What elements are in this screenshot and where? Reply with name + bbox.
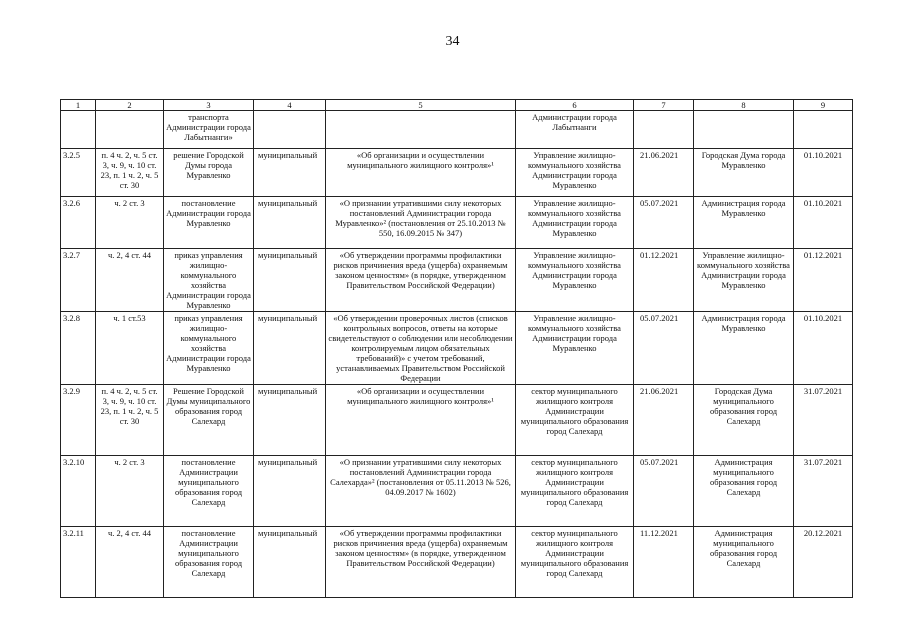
legal-basis-cell: п. 4 ч. 2, ч. 5 ст. 3, ч. 9, ч. 10 ст. 23, п. 1 ч. 2, ч. 5 ст. 30 (96, 149, 164, 197)
act-title-cell (326, 111, 516, 149)
header-cell: 9 (794, 100, 853, 111)
draft-date-cell: 21.06.2021 (634, 149, 694, 197)
item-number-cell: 3.2.8 (61, 312, 96, 385)
item-number-cell: 3.2.10 (61, 456, 96, 527)
adoption-date-cell: 31.07.2021 (794, 456, 853, 527)
draft-date-cell: 05.07.2021 (634, 197, 694, 249)
adopting-body-cell: Городская Дума города Муравленко (694, 149, 794, 197)
responsible-cell: Администрации города Лабытнанги (516, 111, 634, 149)
adopting-body-cell: Администрация муниципального образования город Салехард (694, 527, 794, 598)
responsible-cell: сектор муниципального жилищного контроля Администрации муниципального образования город Салехард (516, 456, 634, 527)
item-number-cell (61, 111, 96, 149)
act-type-cell: приказ управления жилищно-коммунального хозяйства Администрации города Муравленко (164, 312, 254, 385)
level-cell: муниципальный (254, 197, 326, 249)
item-number-cell: 3.2.11 (61, 527, 96, 598)
act-title-cell: «Об организации и осуществлении муниципального жилищного контроля»¹ (326, 385, 516, 456)
act-title-cell: «О признании утратившими силу некоторых постановлений Администрации города Салехарда»² (постановления от 05.11.2013 № 526, 04.09.2017 № 1602) (326, 456, 516, 527)
adopting-body-cell (694, 111, 794, 149)
act-type-cell: постановление Администрации муниципального образования город Салехард (164, 527, 254, 598)
adoption-date-cell: 01.12.2021 (794, 249, 853, 312)
level-cell: муниципальный (254, 312, 326, 385)
item-number-cell: 3.2.5 (61, 149, 96, 197)
act-type-cell: транспорта Администрации города Лабытнанги» (164, 111, 254, 149)
header-cell: 6 (516, 100, 634, 111)
header-cell: 5 (326, 100, 516, 111)
act-title-cell: «Об утверждении программы профилактики рисков причинения вреда (ущерба) охраняемым законом ценностям» (в порядке, утвержденном Правительством Российской Федерации) (326, 527, 516, 598)
level-cell: муниципальный (254, 456, 326, 527)
level-cell: муниципальный (254, 149, 326, 197)
draft-date-cell: 11.12.2021 (634, 527, 694, 598)
item-number-cell: 3.2.7 (61, 249, 96, 312)
table-row (61, 456, 853, 527)
table-row (61, 111, 853, 149)
table-row (61, 197, 853, 249)
legal-basis-cell: ч. 1 ст.53 (96, 312, 164, 385)
act-title-cell: «О признании утратившими силу некоторых постановлений Администрации города Муравленко»² (постановления от 25.10.2013 № 550, 16.09.2015 № 347) (326, 197, 516, 249)
adopting-body-cell: Администрация муниципального образования город Салехард (694, 456, 794, 527)
responsible-cell: Управление жилищно-коммунального хозяйства Администрации города Муравленко (516, 249, 634, 312)
item-number-cell: 3.2.9 (61, 385, 96, 456)
header-cell: 8 (694, 100, 794, 111)
responsible-cell: сектор муниципального жилищного контроля Администрации муниципального образования город Салехард (516, 385, 634, 456)
act-title-cell: «Об утверждении программы профилактики рисков причинения вреда (ущерба) охраняемым законом ценностям» (в порядке, утвержденном Правительством Российской Федерации) (326, 249, 516, 312)
act-title-cell: «Об организации и осуществлении муниципального жилищного контроля»¹ (326, 149, 516, 197)
table-row (61, 527, 853, 598)
adoption-date-cell (794, 111, 853, 149)
adoption-date-cell: 01.10.2021 (794, 312, 853, 385)
table-row (61, 312, 853, 385)
act-type-cell: Решение Городской Думы муниципального образования город Салехард (164, 385, 254, 456)
legal-basis-cell (96, 111, 164, 149)
adoption-date-cell: 20.12.2021 (794, 527, 853, 598)
legal-basis-cell: ч. 2 ст. 3 (96, 456, 164, 527)
draft-date-cell: 21.06.2021 (634, 385, 694, 456)
header-row (61, 100, 853, 111)
act-type-cell: приказ управления жилищно-коммунального хозяйства Администрации города Муравленко (164, 249, 254, 312)
table-row (61, 149, 853, 197)
adoption-date-cell: 01.10.2021 (794, 197, 853, 249)
adopting-body-cell: Городская Дума муниципального образования город Салехард (694, 385, 794, 456)
legal-basis-cell: ч. 2, 4 ст. 44 (96, 249, 164, 312)
adoption-date-cell: 01.10.2021 (794, 149, 853, 197)
table-row (61, 385, 853, 456)
legal-basis-cell: ч. 2 ст. 3 (96, 197, 164, 249)
draft-date-cell (634, 111, 694, 149)
draft-date-cell: 05.07.2021 (634, 312, 694, 385)
adopting-body-cell: Администрация города Муравленко (694, 312, 794, 385)
responsible-cell: Управление жилищно-коммунального хозяйства Администрации города Муравленко (516, 197, 634, 249)
level-cell: муниципальный (254, 385, 326, 456)
header-cell: 7 (634, 100, 694, 111)
header-cell: 3 (164, 100, 254, 111)
adopting-body-cell: Управление жилищно-коммунального хозяйства Администрации города Муравленко (694, 249, 794, 312)
document-table (60, 99, 853, 598)
item-number-cell: 3.2.6 (61, 197, 96, 249)
legal-basis-cell: п. 4 ч. 2, ч. 5 ст. 3, ч. 9, ч. 10 ст. 23, п. 1 ч. 2, ч. 5 ст. 30 (96, 385, 164, 456)
level-cell: муниципальный (254, 249, 326, 312)
responsible-cell: Управление жилищно-коммунального хозяйства Администрации города Муравленко (516, 312, 634, 385)
draft-date-cell: 05.07.2021 (634, 456, 694, 527)
level-cell: муниципальный (254, 527, 326, 598)
act-type-cell: постановление Администрации города Муравленко (164, 197, 254, 249)
adoption-date-cell: 31.07.2021 (794, 385, 853, 456)
draft-date-cell: 01.12.2021 (634, 249, 694, 312)
legal-basis-cell: ч. 2, 4 ст. 44 (96, 527, 164, 598)
responsible-cell: Управление жилищно-коммунального хозяйства Администрации города Муравленко (516, 149, 634, 197)
act-type-cell: решение Городской Думы города Муравленко (164, 149, 254, 197)
header-cell: 1 (61, 100, 96, 111)
header-cell: 4 (254, 100, 326, 111)
level-cell (254, 111, 326, 149)
act-type-cell: постановление Администрации муниципального образования город Салехард (164, 456, 254, 527)
page-number: 34 (445, 34, 460, 49)
responsible-cell: сектор муниципального жилищного контроля Администрации муниципального образования город Салехард (516, 527, 634, 598)
header-cell: 2 (96, 100, 164, 111)
act-title-cell: «Об утверждении проверочных листов (списков контрольных вопросов, ответы на которые свидетельствуют о соблюдении или несоблюдении контролируемым лицом обязательных требований)» с учетом требований, устанавливаемых Правительством Российской Федерации (326, 312, 516, 385)
adopting-body-cell: Администрация города Муравленко (694, 197, 794, 249)
table-row (61, 249, 853, 312)
